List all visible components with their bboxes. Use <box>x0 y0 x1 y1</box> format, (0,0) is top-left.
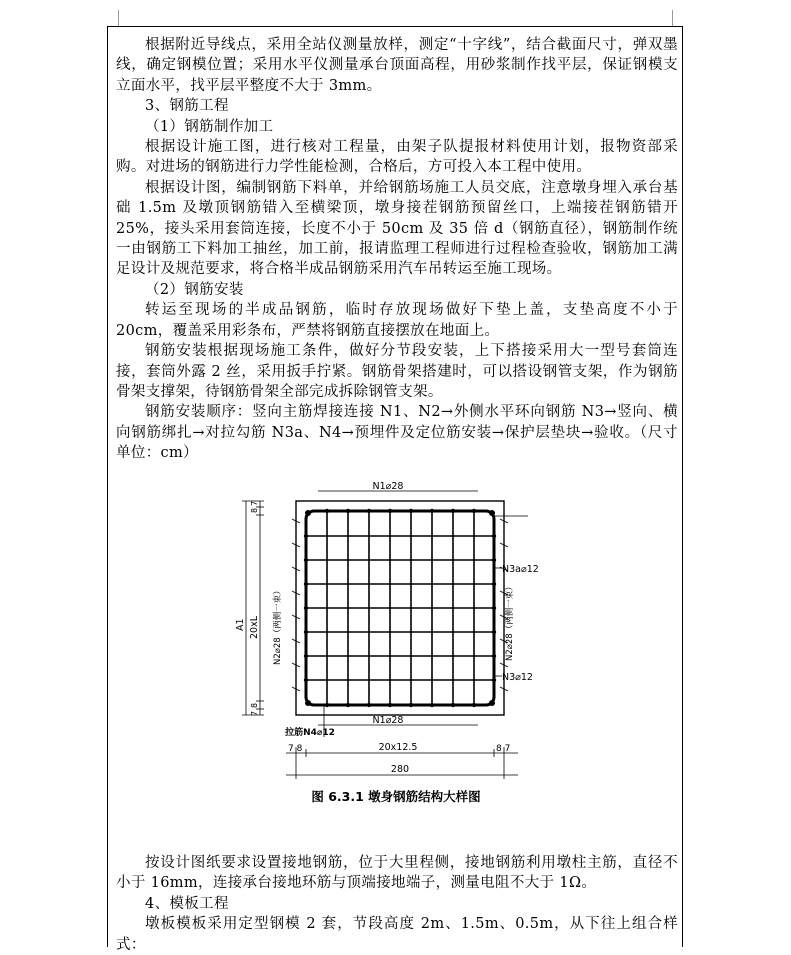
paragraph: 根据设计施工图，进行核对工程量，由架子队提报材料使用计划，报物资部采购。对进场的钢筋进行力学性能检测，合格后，方可投入本工程中使用。 <box>116 139 678 176</box>
horizontal-ties <box>306 536 494 680</box>
paragraph: 钢筋安装顺序：竖向主筋焊接连接 N1、N2→外侧水平环向钢筋 N3→竖向、横向钢筋绑扎→对拉勾筋 N3a、N4→预埋件及定位筋安装→保护层垫块→验收。（尺寸单位：cm） <box>116 404 678 462</box>
label-n1-bottom: N1⌀28 <box>372 715 404 726</box>
dim-mid: 20x12.5 <box>378 742 418 753</box>
dim-bot-7: 7 <box>250 710 259 716</box>
crop-mark-top-left <box>118 10 119 26</box>
label-n2-right: N2⌀28（两侧一束） <box>505 582 515 661</box>
paragraph: 钢筋安装根据现场施工条件，做好分节段安装，上下搭接采用大一型号套筒连接，套筒外露 2 丝，采用扳手拧紧。钢筋骨架搭建时，可以搭设钢管支架，作为钢筋骨架支撑架，待钢筋骨架全部完成拆除钢管支架。 <box>116 343 678 400</box>
section-heading: 4、模板工程 <box>145 895 229 912</box>
label-n3a: N3a⌀12 <box>502 564 539 575</box>
figure-caption: 图 6.3.1 墩身钢筋结构大样图 <box>311 789 481 804</box>
crop-mark-top-right <box>672 10 673 26</box>
paragraph: 按设计图纸要求设置接地钢筋，位于大里程侧，接地钢筋利用墩柱主筋，直径不小于 16mm，连接承台接地环筋与顶端接地端子，测量电阻不大于 1Ω。 <box>116 855 678 892</box>
paragraph: 根据设计图，编制钢筋下料单，并给钢筋场施工人员交底，注意墩身埋入承台基础 1.5m 及墩顶钢筋错入至横梁顶，墩身接茬钢筋预留丝口，上端接茬钢筋错开 25%，接头采用套筒连接，长度不小于 50cm 及 35 倍 d（钢筋直径），钢筋制作统一由钢筋工下料加工抽丝，加工前，报请监理工程师进行过程检查验收，钢筋加工满足设计及规范要求，将合格半成品钢筋采用汽车吊转运至施工现场。 <box>116 179 678 278</box>
text-block-upper <box>116 35 678 464</box>
label-n2-left: N2⌀28（两侧一束） <box>273 586 283 665</box>
dim-a1: A1 <box>235 618 246 631</box>
left-dimension-lines <box>242 501 264 715</box>
dim-bot-8: 8 <box>250 702 259 708</box>
text-block-lower <box>116 853 678 955</box>
label-n3: N3⌀12 <box>502 672 533 683</box>
dim-total: 280 <box>390 764 410 775</box>
document-page <box>107 26 683 953</box>
label-n1-top: N1⌀28 <box>372 481 404 492</box>
subsection-heading: （2）钢筋安装 <box>145 281 244 298</box>
dim-20xl: 20xL <box>249 615 260 639</box>
dim-right-87: 8 7 <box>496 744 511 754</box>
subsection-heading: （1）钢筋制作加工 <box>145 118 274 135</box>
side-bundle-hatch <box>292 519 508 691</box>
dim-left-78: 7 8 <box>288 744 303 754</box>
paragraph: 根据附近导线点，采用全站仪测量放样，测定“十字线”，结合截面尺寸，弹双墨线，确定钢模位置；采用水平仪测量承台顶面高程，用砂浆制作找平层，保证钢模支立面水平，找平层平整度不大于 3mm。 <box>116 37 678 94</box>
dim-top-8: 8 <box>250 507 259 513</box>
section-heading: 3、钢筋工程 <box>145 98 229 115</box>
rebar-structure-drawing <box>228 479 568 779</box>
paragraph: 墩板模板采用定型钢模 2 套，节段高度 2m、1.5m、0.5m，从下往上组合样式： <box>116 916 678 953</box>
paragraph: 转运至现场的半成品钢筋，临时存放现场做好下垫上盖，支垫高度不小于 20cm，覆盖采用彩条布，严禁将钢筋直接摆放在地面上。 <box>116 302 678 339</box>
label-n4: 拉筋N4⌀12 <box>285 728 335 738</box>
dim-top-7: 7 <box>250 500 259 506</box>
